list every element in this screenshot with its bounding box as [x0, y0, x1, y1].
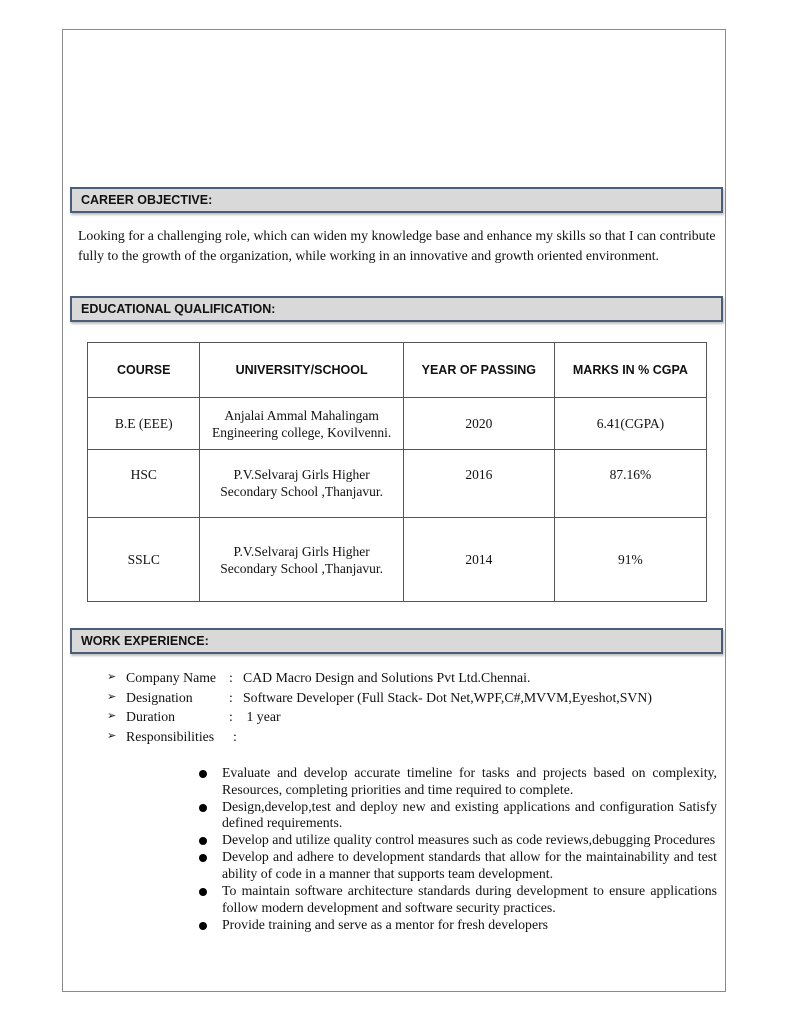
responsibility-text: Evaluate and develop accurate timeline for tasks and projects based on complexity, Resources, completing priorities and time required to complete.: [222, 765, 717, 797]
table-row: [88, 518, 707, 602]
column-header-year: YEAR OF PASSING: [403, 343, 554, 398]
detail-separator: :: [229, 709, 233, 725]
cell-institution: P.V.Selvaraj Girls Higher Secondary School ,Thanjavur.: [200, 518, 403, 602]
responsibility-text: Develop and adhere to development standards that allow for the maintainability and test ability of code in a manner that supports team development.: [222, 849, 717, 882]
responsibility-item: [196, 849, 717, 882]
cell-year: 2016: [403, 450, 554, 518]
cell-course: SSLC: [88, 518, 200, 602]
cell-marks: 87.16%: [554, 450, 706, 518]
arrow-bullet-icon: ➢: [107, 690, 117, 703]
column-header-institution: UNIVERSITY/SCHOOL: [200, 343, 403, 398]
education-heading: EDUCATIONAL QUALIFICATION:: [81, 302, 276, 316]
work-detail-designation: [107, 688, 652, 708]
responsibility-text: Design,develop,test and deploy new and existing applications and configuration Satisfy defined requirements.: [222, 798, 717, 831]
detail-separator: :: [229, 670, 233, 685]
responsibility-item: [196, 832, 717, 849]
cell-course: HSC: [88, 450, 200, 518]
cell-course: B.E (EEE): [88, 398, 200, 450]
work-detail-duration: [107, 707, 652, 727]
detail-label: Duration: [126, 709, 176, 725]
cell-institution: P.V.Selvaraj Girls Higher Secondary School ,Thanjavur.: [200, 450, 403, 518]
cell-institution: Anjalai Ammal Mahalingam Engineering college, Kovilvenni.: [200, 398, 403, 450]
bullet-dot-icon: [199, 804, 207, 812]
responsibility-item: [196, 917, 717, 934]
column-header-marks: MARKS IN % CGPA: [554, 343, 706, 398]
work-details-list: [107, 668, 652, 746]
bullet-dot-icon: [199, 888, 207, 896]
bullet-dot-icon: [199, 837, 207, 845]
detail-value: Software Developer (Full Stack- Dot Net,WPF,C#,MVVM,Eyeshot,SVN): [243, 689, 652, 705]
cell-marks: 91%: [554, 518, 706, 602]
cell-year: 2014: [403, 518, 554, 602]
cell-marks: 6.41(CGPA): [554, 398, 706, 450]
responsibilities-list: [196, 765, 717, 934]
detail-separator: :: [229, 689, 233, 705]
work-detail-responsibilities: [107, 727, 652, 747]
education-header: [70, 296, 723, 322]
table-row: [88, 398, 707, 450]
cell-year: 2020: [403, 398, 554, 450]
arrow-bullet-icon: ➢: [107, 710, 117, 723]
column-header-course: COURSE: [88, 343, 200, 398]
work-detail-company: [107, 668, 652, 688]
table-header-row: [88, 343, 707, 398]
responsibility-item: [196, 799, 717, 832]
detail-label: Responsibilities: [126, 728, 215, 744]
career-objective-text: Looking for a challenging role, which can widen my knowledge base and enhance my skills so that I can contribute fully to the growth of the organization, while working in an innovative and growth oriented environment.: [78, 228, 716, 263]
arrow-bullet-icon: ➢: [107, 671, 117, 683]
work-experience-header: [70, 628, 723, 654]
responsibility-text: Provide training and serve as a mentor for fresh developers: [222, 916, 549, 932]
career-objective-header: [70, 187, 723, 213]
responsibility-item: [196, 883, 717, 916]
bullet-dot-icon: [199, 854, 207, 862]
responsibility-item: [196, 765, 717, 798]
career-objective-heading: CAREER OBJECTIVE:: [81, 193, 213, 207]
arrow-bullet-icon: ➢: [107, 729, 117, 742]
detail-value: 1 year: [243, 709, 281, 725]
responsibility-text: To maintain software architecture standards during development to ensure applications follow modern development and software security practices.: [222, 883, 717, 915]
detail-label: Company Name: [126, 670, 217, 685]
detail-value: CAD Macro Design and Solutions Pvt Ltd.Chennai.: [243, 670, 531, 685]
table-row: [88, 450, 707, 518]
work-experience-heading: WORK EXPERIENCE:: [81, 634, 209, 648]
responsibility-text: Develop and utilize quality control measures such as code reviews,debugging Procedures: [222, 832, 716, 848]
detail-separator: :: [233, 728, 237, 744]
bullet-dot-icon: [199, 770, 207, 778]
bullet-dot-icon: [199, 922, 207, 930]
detail-label: Designation: [126, 689, 193, 705]
education-table: [87, 342, 707, 602]
